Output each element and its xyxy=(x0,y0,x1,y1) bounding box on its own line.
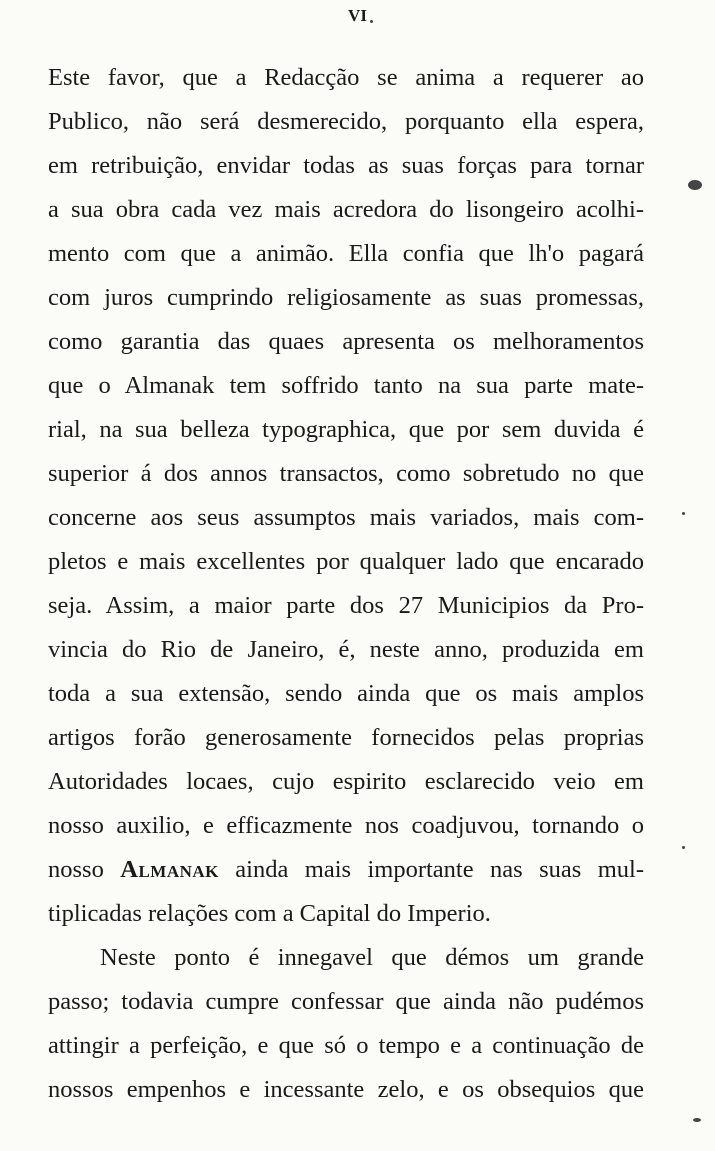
page-number: VI xyxy=(348,6,367,25)
text-line: nossos empenhos e incessante zelo, e os obsequios que xyxy=(48,1076,644,1103)
text-line: seja. Assim, a maior parte dos 27 Municipios da Pro- xyxy=(48,592,644,619)
ink-speck xyxy=(693,1118,701,1122)
text-line: pletos e mais excellentes por qualquer lado que encarado xyxy=(48,548,644,575)
text-line: passo; todavia cumpre confessar que ainda não pudémos xyxy=(48,988,644,1015)
text-line: superior á dos annos transactos, como sobretudo no que xyxy=(48,460,644,487)
text-line: tiplicadas relações com a Capital do Imperio. xyxy=(48,900,491,927)
text-line: que o Almanak tem soffrido tanto na sua parte mate- xyxy=(48,372,644,399)
ink-speck xyxy=(370,20,373,23)
text-line: como garantia das quaes apresenta os melhoramentos xyxy=(48,328,644,355)
text-line: nosso auxilio, e efficazmente nos coadjuvou, tornando o xyxy=(48,812,644,839)
text-line: Neste ponto é innegavel que démos um grande xyxy=(100,944,644,971)
page-text xyxy=(48,56,644,1112)
text-line: artigos forão generosamente fornecidos pelas proprias xyxy=(48,724,644,751)
text-line: Autoridades locaes, cujo espirito esclarecido veio em xyxy=(48,768,644,795)
text-line: toda a sua extensão, sendo ainda que os mais amplos xyxy=(48,680,644,707)
text-line: attingir a perfeição, e que só o tempo e a continuação de xyxy=(48,1032,644,1059)
ink-speck xyxy=(688,180,702,190)
text-line: rial, na sua belleza typographica, que por sem duvida é xyxy=(48,416,644,443)
text-line: em retribuição, envidar todas as suas forças para tornar xyxy=(48,152,644,179)
text-line: Este favor, que a Redacção se anima a requerer ao xyxy=(48,64,644,91)
paragraph-1 xyxy=(48,56,644,936)
ink-speck xyxy=(682,512,685,515)
text-line: com juros cumprindo religiosamente as suas promessas, xyxy=(48,284,644,311)
text-line: Publico, não será desmerecido, porquanto ella espera, xyxy=(48,108,644,135)
text-line: a sua obra cada vez mais acredora do lisongeiro acolhi- xyxy=(48,196,644,223)
text-fragment: ainda mais importante nas suas mul- xyxy=(218,856,644,883)
text-line: mento com que a animão. Ella confia que lh'o pagará xyxy=(48,240,644,267)
ink-speck xyxy=(682,846,685,849)
text-fragment: nosso xyxy=(48,856,121,883)
text-line xyxy=(48,848,644,892)
almanak-emphasis: Almanak xyxy=(120,856,219,883)
paragraph-2 xyxy=(48,936,644,1112)
text-line: concerne aos seus assumptos mais variados, mais com- xyxy=(48,504,644,531)
text-line: vincia do Rio de Janeiro, é, neste anno, produzida em xyxy=(48,636,644,663)
